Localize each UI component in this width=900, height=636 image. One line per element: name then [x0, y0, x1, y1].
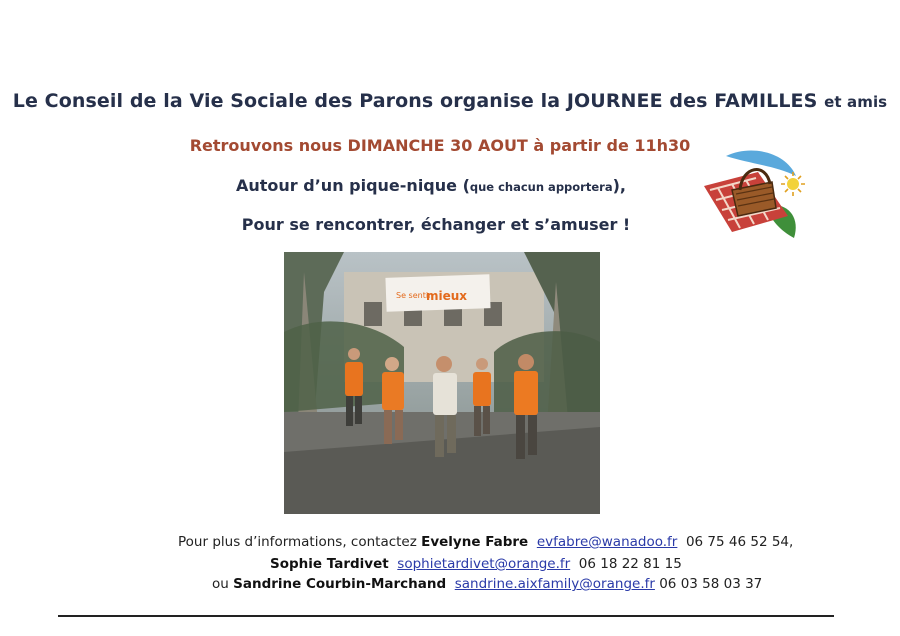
contact-prefix: ou: [212, 576, 229, 592]
contact-line-3: [212, 576, 900, 592]
banner-text-line2: mieux: [426, 289, 468, 303]
event-date-line: Retrouvons nous DIMANCHE 30 AOUT à partir de 11h30: [189, 136, 691, 155]
banner-text-line1: Se sentir: [396, 291, 432, 300]
contact-name: Sophie Tardivet: [270, 556, 389, 572]
picnic-main: Autour d’un pique-nique (: [236, 176, 470, 195]
contact-line-1: [178, 534, 900, 550]
headline-main: Le Conseil de la Vie Sociale des Parons organise la JOURNEE des FAMILLES: [12, 90, 818, 112]
picnic-note: que chacun apportera: [469, 180, 613, 194]
contact-line-2: [270, 556, 900, 572]
picnic-end: ),: [612, 176, 626, 195]
contact-intro: Pour plus d’informations, contactez: [178, 534, 417, 550]
contact-phone: 06 18 22 81 15: [578, 556, 682, 572]
meet-line: Pour se rencontrer, échanger et s’amuser !: [241, 215, 631, 234]
headline-tail: et amis: [824, 93, 888, 111]
contact-phone: 06 03 58 03 37: [659, 576, 763, 592]
event-headline: [0, 90, 900, 112]
contact-name: Evelyne Fabre: [421, 534, 529, 550]
bottom-divider: [58, 615, 834, 617]
contact-email-link[interactable]: sophietardivet@orange.fr: [397, 556, 571, 572]
event-photo: [284, 252, 600, 514]
contact-email-link[interactable]: evfabre@wanadoo.fr: [536, 534, 678, 550]
contact-name: Sandrine Courbin-Marchand: [233, 576, 447, 592]
picnic-basket-icon: [696, 146, 810, 242]
contact-email-link[interactable]: sandrine.aixfamily@orange.fr: [454, 576, 655, 592]
contact-phone: 06 75 46 52 54,: [685, 534, 794, 550]
